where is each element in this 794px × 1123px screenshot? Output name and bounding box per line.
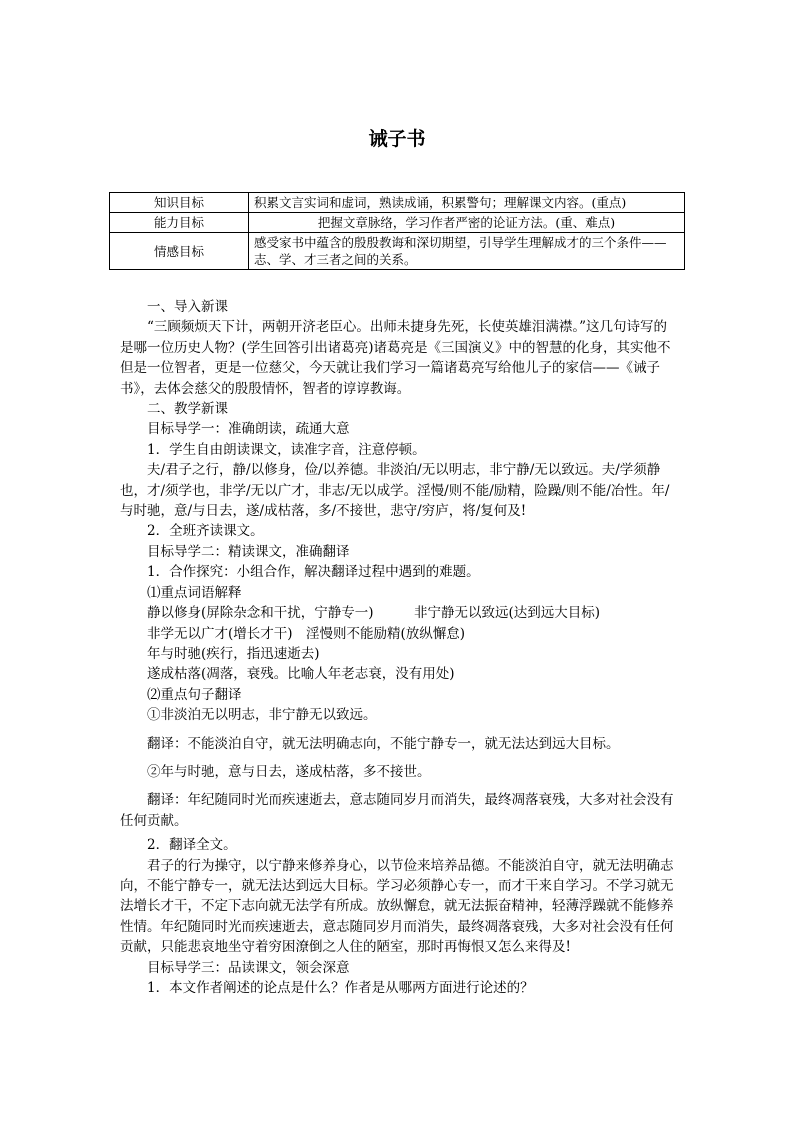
translation: 翻译：不能淡泊自守，就无法明确志向，不能宁静专一，就无法达到远大目标。 bbox=[147, 735, 620, 752]
learning-goals-table bbox=[109, 192, 685, 270]
key-sentence: ①非淡泊无以明志，非宁静无以致远。 bbox=[147, 707, 377, 724]
step-item: 2．全班齐读课文。 bbox=[147, 523, 264, 540]
full-translation: 君子的行为操守，以宁静来修养身心，以节俭来培养品德。不能淡泊自守，就无法明确志向，不能宁静专一，就无法达到远大目标。学习必须静心专一，而才干来自学习。不学习就无法增长才干，不定下志向就无法学有所成。放纵懈怠，就无法振奋精神，轻薄浮躁就不能修养性情。年纪随同时光而疾速逝去，意志随同岁月而消失，最终凋落衰残，大多对社会没有任何贡献，只能悲哀地坐守着穷困潦倒之人住的陋室，那时再悔恨又怎么来得及! bbox=[120, 857, 674, 956]
goal-content: 积累文言实词和虚词，熟读成诵，积累警句；理解课文内容。(重点) bbox=[249, 193, 685, 213]
page-title: 诫子书 bbox=[368, 128, 426, 150]
goal-heading: 目标导学一：准确朗读，疏通大意 bbox=[147, 421, 350, 438]
question-item: 1．本文作者阐述的论点是什么？作者是从哪两方面进行论述的？ bbox=[147, 980, 534, 996]
vocab-line: 年与时驰(疾行，指迅速逝去) bbox=[147, 645, 320, 662]
vocab-line: 非学无以广才(增长才干) 淫慢则不能励精(放纵懈怠) bbox=[147, 625, 466, 642]
lesson-body bbox=[120, 297, 674, 998]
intro-paragraph: “三顾频烦天下计，两朝开济老臣心。出师未捷身先死，长使英雄泪满襟。”这几句诗写的是哪一位历史人物？(学生回答引出诸葛亮)诸葛亮是《三国演义》中的智慧的化身，其实他不但是一位智者，更是一位慈父，今天就让我们学习一篇诸葛亮写给他儿子的家信——《诫子书》，去体会慈父的殷殷情怀，智者的谆谆教诲。 bbox=[120, 319, 671, 397]
subheading: ⑴重点词语解释 bbox=[147, 584, 242, 601]
subheading: ⑵重点句子翻译 bbox=[147, 686, 242, 703]
goal-label: 情感目标 bbox=[110, 233, 249, 270]
table-row bbox=[110, 213, 685, 233]
vocab-line: 遂成枯落(凋落，衰残。比喻人年老志衰，没有用处) bbox=[147, 666, 455, 683]
step-item: 1．学生自由朗读课文，读准字音，注意停顿。 bbox=[147, 441, 426, 458]
key-sentence: ②年与时驰，意与日去，遂成枯落，多不接世。 bbox=[147, 763, 431, 780]
table-row bbox=[110, 233, 685, 270]
goal-label: 知识目标 bbox=[110, 193, 249, 213]
translation: 翻译：年纪随同时光而疾速逝去，意志随同岁月而消失，最终凋落衰残，大多对社会没有任何贡献。 bbox=[120, 792, 674, 829]
step-item: 2．翻译全文。 bbox=[147, 837, 237, 854]
goal-heading: 目标导学二：精读课文，准确翻译 bbox=[147, 543, 350, 560]
goal-content: 把握文章脉络，学习作者严密的论证方法。(重、难点) bbox=[249, 213, 685, 233]
section-heading: 一、导入新课 bbox=[147, 299, 228, 315]
table-row bbox=[110, 193, 685, 213]
goal-label: 能力目标 bbox=[110, 213, 249, 233]
goal-content: 感受家书中蕴含的殷殷教诲和深切期望，引导学生理解成才的三个条件——志、学、才三者之间的关系。 bbox=[249, 233, 685, 270]
original-text: 夫/君子之行，静/以修身，俭/以养德。非淡泊/无以明志，非宁静/无以致远。夫/学须静也，才/须学也，非学/无以广才，非志/无以成学。淫慢/则不能/励精，险躁/则不能/冶性。年/与时驰，意/与日去，遂/成枯落，多/不接世，悲守/穷庐，将/复何及! bbox=[120, 462, 670, 520]
vocab-line: 静以修身(屏除杂念和干扰，宁静专一) 非宁静无以致远(达到远大目标) bbox=[147, 605, 601, 622]
goal-heading: 目标导学三：品读课文，领会深意 bbox=[147, 959, 350, 976]
section-heading: 二、教学新课 bbox=[147, 401, 228, 418]
step-item: 1．合作探究：小组合作，解决翻译过程中遇到的难题。 bbox=[147, 564, 480, 581]
